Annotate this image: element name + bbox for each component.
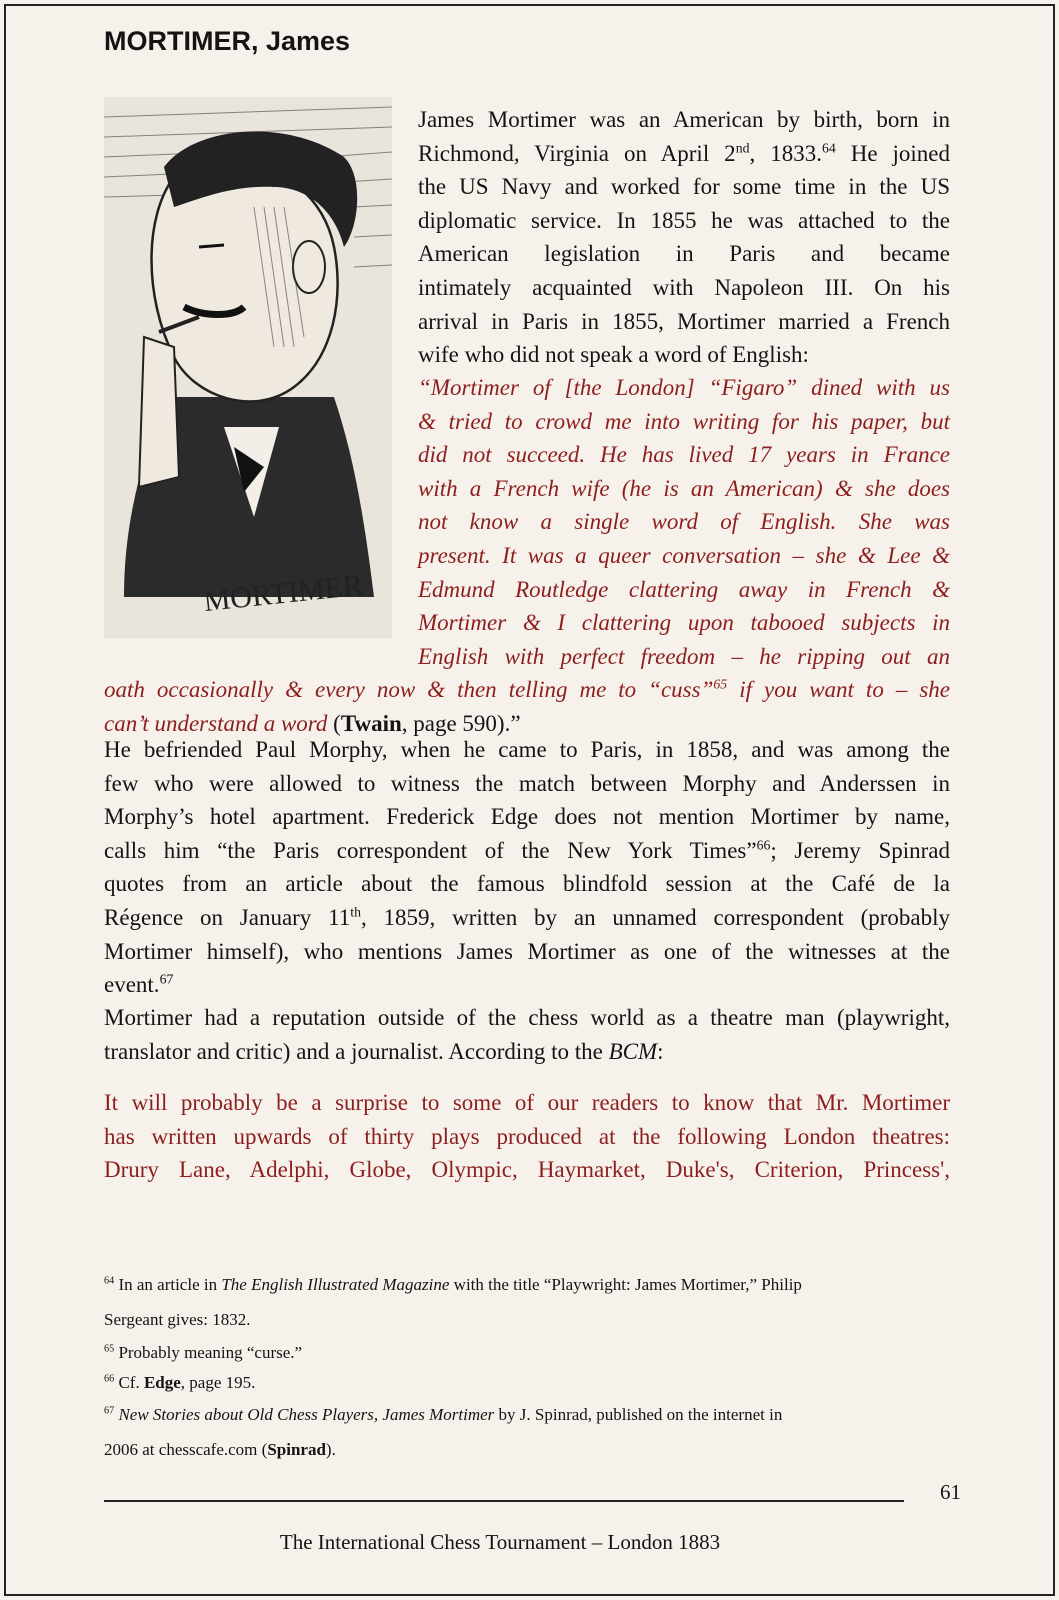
text-run: few who were allowed to witness the match between Morphy and Anderssen in — [104, 770, 950, 796]
body-line — [418, 338, 950, 372]
body-line — [418, 204, 950, 238]
quote-line — [418, 573, 950, 607]
text-run: can’t understand a word — [104, 711, 334, 736]
body-line — [418, 103, 950, 137]
text-run: ( — [333, 711, 341, 736]
text-run: by J. Spinrad, published on the internet in — [494, 1405, 783, 1424]
body-line — [418, 137, 950, 171]
footnote-marker: 64 — [104, 1275, 115, 1287]
text-run: Mortimer & I clattering upon tabooed subjects in — [418, 610, 950, 636]
quote-line — [418, 405, 950, 439]
footnote-line — [104, 1368, 255, 1398]
bcm-quote-line — [104, 1086, 950, 1120]
body-line — [104, 1035, 950, 1069]
text-run: has written upwards of thirty plays produced at the following London theatres: — [104, 1123, 950, 1149]
text-run: translator and critic) and a journalist. According to the — [104, 1038, 609, 1064]
text-run: diplomatic service. In 1855 he was attached to the — [418, 207, 950, 233]
text-run: “Mortimer of [the London] “Figaro” dined with us — [418, 375, 950, 400]
footnote-marker: 67 — [159, 971, 174, 987]
text-run: & tried to crowd me into writing for his paper, but — [418, 408, 950, 434]
text-run: with a French wife (he is an American) & she does — [418, 475, 950, 501]
text-run: present. It was a queer conversation – she & Lee & — [418, 543, 950, 568]
text-run: English with perfect freedom – he ripping out an — [418, 643, 950, 669]
text-run: Cf. — [114, 1373, 144, 1392]
text-run: Richmond, Virginia on April 2 — [418, 140, 736, 166]
text-run: Spinrad — [267, 1440, 326, 1459]
footnote-marker: 66 — [104, 1373, 115, 1385]
text-run: , 1859, written by an unnamed correspondent (probably — [361, 905, 950, 930]
body-line — [104, 901, 950, 935]
text-run: oath occasionally & every now & then telling me to “cuss” — [104, 677, 714, 703]
body-line — [418, 170, 950, 204]
footnote-marker: 66 — [756, 837, 771, 853]
footnote-line — [104, 1305, 251, 1335]
text-run: ; Jeremy Spinrad — [770, 837, 950, 863]
quote-line — [418, 438, 950, 472]
text-run: Edge — [143, 1373, 181, 1392]
text-run: Mortimer himself), who mentions James Mortimer as one of the witnesses at the — [104, 938, 950, 964]
text-run: with the title “Playwright: James Mortimer,” Philip — [449, 1275, 802, 1294]
quote-line — [418, 640, 950, 674]
footnote-marker: th — [350, 904, 361, 920]
text-run: Probably meaning “curse.” — [114, 1343, 303, 1362]
quote-line — [418, 472, 950, 506]
text-run: In an article in — [114, 1275, 222, 1294]
quote-line — [104, 673, 950, 707]
body-line — [104, 867, 950, 901]
footer-book-title: The International Chess Tournament – London 1883 — [279, 1530, 721, 1554]
bcm-quote-line — [104, 1120, 950, 1154]
text-run: not know a single word of English. She was — [418, 509, 950, 535]
body-line — [104, 968, 950, 1002]
text-run: : — [657, 1038, 664, 1064]
page-number: 61 — [940, 1480, 961, 1504]
text-run: Edmund Routledge clattering away in French & — [418, 576, 950, 602]
quote-line — [418, 505, 950, 539]
body-line — [104, 834, 950, 868]
text-run: quotes from an article about the famous blindfold session at the Café de la — [104, 871, 950, 897]
text-run: ). — [325, 1440, 336, 1459]
text-run: calls him “the Paris correspondent of the New York Times” — [104, 837, 757, 863]
body-line — [104, 935, 950, 969]
quote-line — [418, 371, 950, 405]
text-run: did not succeed. He has lived 17 years in France — [418, 442, 950, 468]
text-run: Morphy’s hotel apartment. Frederick Edge does not mention Mortimer by name, — [104, 804, 950, 830]
text-run: James Mortimer was an American by birth, born in — [418, 107, 950, 132]
text-run: Régence on January 11 — [104, 905, 351, 930]
quote-line — [418, 539, 950, 573]
body-line — [104, 733, 950, 767]
footer-rule — [104, 1500, 904, 1502]
text-run: New Stories about Old Chess Players, James Mortimer — [118, 1405, 495, 1424]
text-run: event. — [104, 972, 160, 998]
text-run: Mortimer had a reputation outside of the chess world as a theatre man (playwright, — [104, 1005, 950, 1030]
text-run: Drury Lane, Adelphi, Globe, Olympic, Haymarket, Duke's, Criterion, Princess', — [104, 1157, 950, 1183]
footnote-marker: 67 — [104, 1405, 115, 1417]
text-run: intimately acquainted with Napoleon III. On his — [418, 275, 950, 300]
footnote-marker: 65 — [713, 676, 728, 692]
body-line — [104, 800, 950, 834]
text-run: He befriended Paul Morphy, when he came to Paris, in 1858, and was among the — [104, 737, 950, 762]
text-run: Twain — [340, 711, 402, 736]
text-run: , page 590).” — [401, 711, 521, 736]
quote-line — [418, 606, 950, 640]
footnote-line — [104, 1338, 302, 1368]
body-line — [418, 305, 950, 339]
body-line — [418, 237, 950, 271]
footnote-line — [104, 1400, 782, 1430]
portrait-caption: MORTIMER — [202, 568, 365, 619]
text-run: It will probably be a surprise to some of our readers to know that Mr. Mortimer — [104, 1090, 950, 1115]
text-run: , page 195. — [180, 1373, 256, 1392]
text-run: , 1833. — [749, 140, 822, 166]
footnote-marker: 64 — [821, 139, 836, 155]
text-run: Sergeant gives: 1832. — [104, 1310, 251, 1329]
footnote-marker: nd — [735, 139, 750, 155]
text-run: if you want to – she — [727, 677, 950, 703]
body-line — [104, 1001, 950, 1035]
text-run: the US Navy and worked for some time in the US — [418, 174, 950, 200]
entry-heading: MORTIMER, James — [104, 26, 351, 56]
footnote-line — [104, 1270, 802, 1300]
text-run: American legislation in Paris and became — [418, 241, 950, 267]
mortimer-portrait-illustration — [104, 97, 392, 638]
text-run: The English Illustrated Magazine — [221, 1275, 450, 1294]
bcm-quote-line — [104, 1153, 950, 1187]
body-line — [418, 271, 950, 305]
text-run: He joined — [835, 140, 951, 166]
text-run: 2006 at chesscafe.com ( — [104, 1440, 268, 1459]
text-run: arrival in Paris in 1855, Mortimer married a French — [418, 308, 950, 334]
footnote-line — [104, 1435, 336, 1465]
text-run: wife who did not speak a word of English: — [418, 342, 809, 368]
text-run: BCM — [608, 1038, 658, 1064]
body-line — [104, 767, 950, 801]
footnote-marker: 65 — [104, 1343, 115, 1355]
